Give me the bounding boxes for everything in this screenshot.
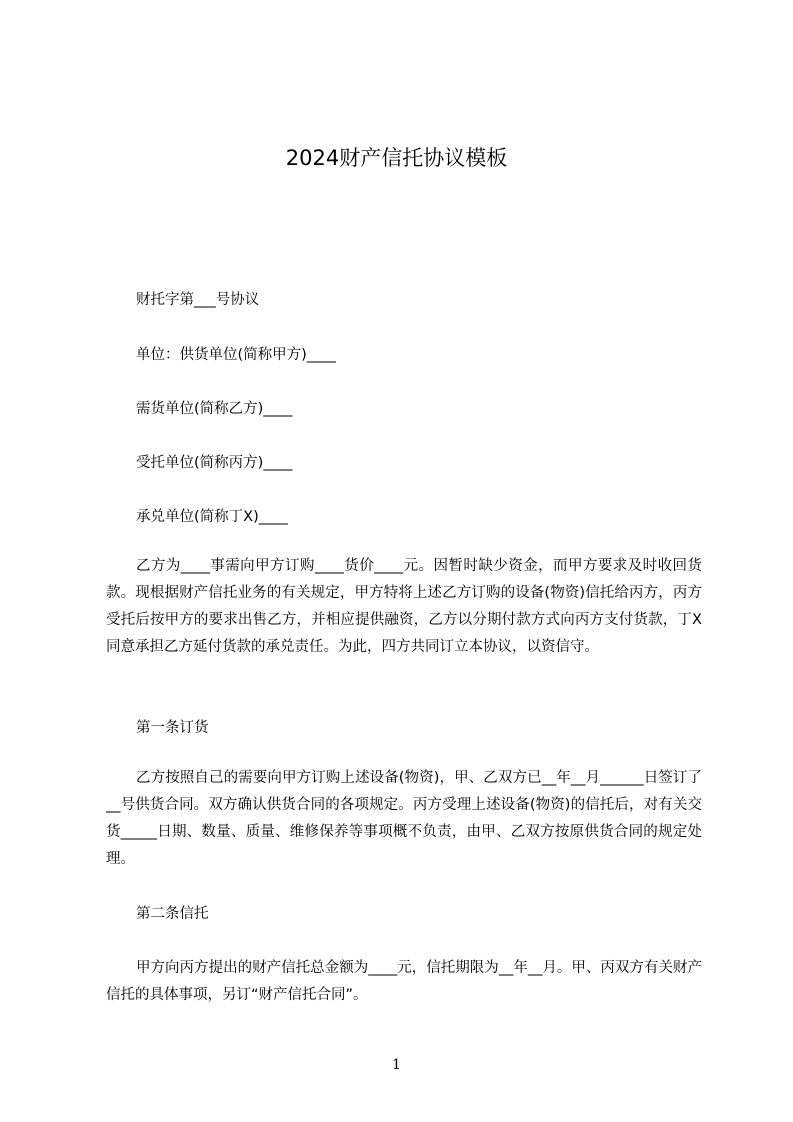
document-title: 2024财产信托协议模板 [285, 146, 508, 170]
agreement-number: 财托字第___号协议 [136, 292, 260, 308]
intro-paragraph: 乙方为____事需向甲方订购____货价____元。因暂时缺少资金，而甲方要求及时收回货款。现根据财产信托业务的有关规定，甲方特将上述乙方订购的设备(物资)信托给丙方，丙方受托后按甲方的要求出售乙方，并相应提供融资，乙方以分期付款方式向丙方支付货款，丁X同意承担乙方延付货款的承兑责任。为此，四方共同订立本协议，以资信守。 [106, 558, 702, 655]
party-trustee: 受托单位(简称丙方)____ [136, 455, 293, 471]
party-buyer: 需货单位(简称乙方)____ [136, 401, 293, 417]
party-acceptor: 承兑单位(简称丁X)____ [136, 509, 288, 525]
article-1-text: 乙方按照自己的需要向甲方订购上述设备(物资)，甲、乙双方已__年__月______日签订了__号供货合同。双方确认供货合同的各项规定。丙方受理上述设备(物资)的信托后，对有关交货_____日期、数量、质量、维修保养等事项概不负责，由甲、乙双方按原供货合同的规定处理。 [106, 770, 702, 867]
article-1-heading: 第一条订货 [136, 720, 209, 736]
article-2-text: 甲方向丙方提出的财产信托总金额为____元，信托期限为__年__月。甲、丙双方有关财产信托的具体事项，另订“财产信托合同”。 [106, 960, 702, 1003]
article-2-heading: 第二条信托 [136, 906, 209, 922]
party-supplier: 单位：供货单位(简称甲方)____ [136, 347, 336, 363]
page-number: 1 [392, 1057, 401, 1073]
